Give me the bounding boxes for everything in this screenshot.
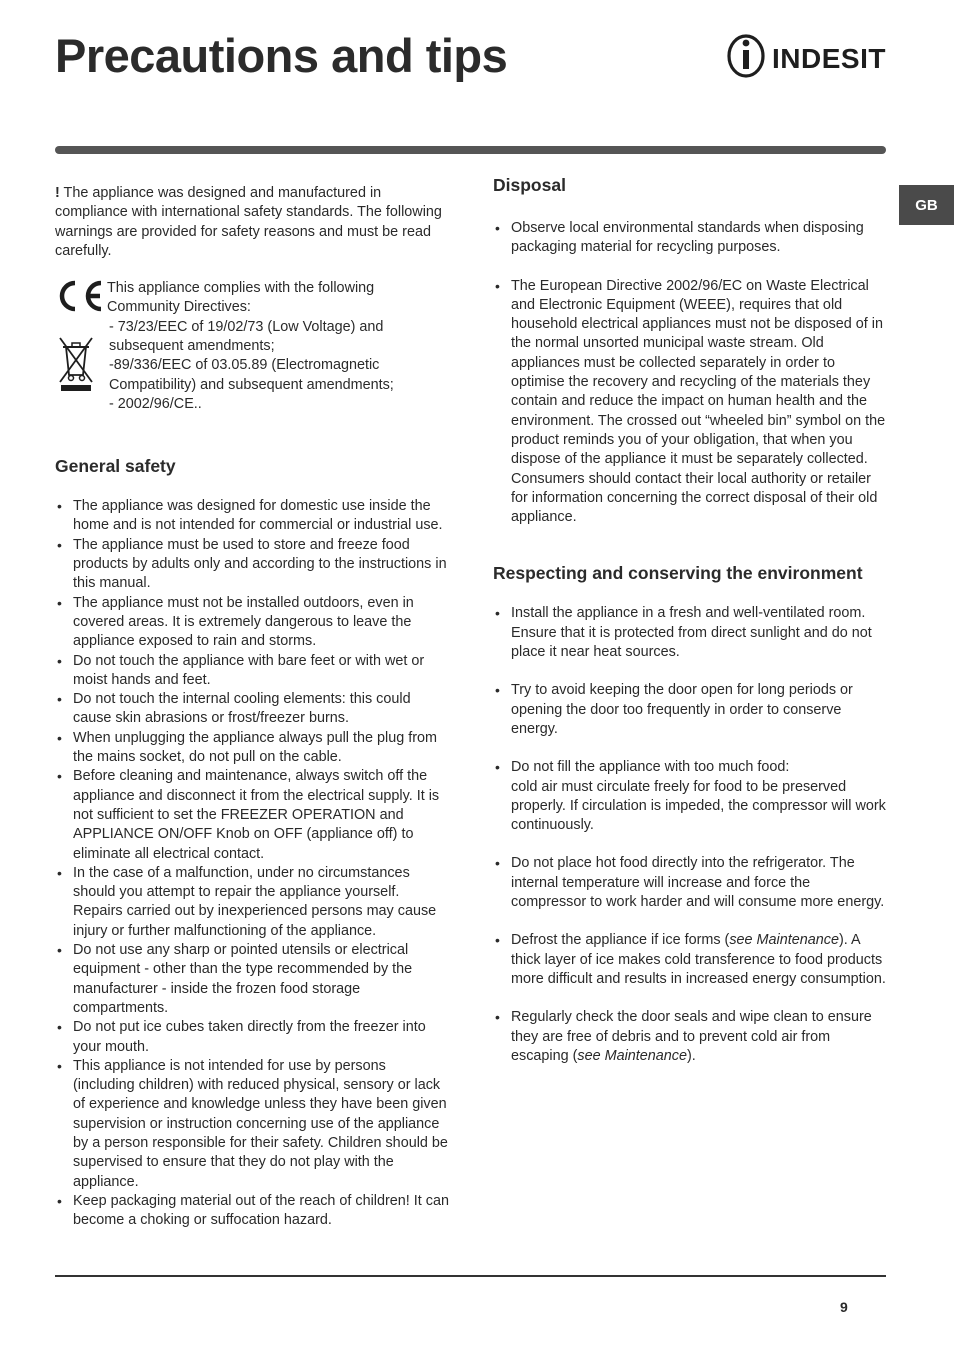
list-item: • Install the appliance in a fresh and well-ventilated room. Ensure that it is protected from direct sunlight and do not place it near heat sources. [493,604,888,662]
disposal-contact-text: Consumers should contact their local authority or retailer for information concerning the correct disposal of their old appliance. [511,470,878,526]
list-item [493,931,888,989]
list-item: • Do not use any sharp or pointed utensils or electrical equipment - other than the type recommended by the manufacturer - inside the frozen food storage compartments. [55,941,450,1018]
list-item: • Do not touch the internal cooling elements: this could cause skin abrasions or frost/freezer burns. [55,690,450,729]
disposal-heading: Disposal [493,175,566,195]
svg-text:INDESIT: INDESIT [772,43,886,74]
seals-text: Regularly check the door seals and wipe clean to ensure they are free of debris and to prevent cold air from escaping ( [511,1009,872,1064]
list-item: • This appliance is not intended for use by persons (including children) with reduced physical, sensory or lack of experience and knowledge unless they have been given supervision or instruction concerning use of the appliance by a person responsible for their safety. Children should be supervised to ensure that they do not play with the appliance. [55,1057,450,1192]
fill-warning: Do not fill the appliance with too much food: [511,759,790,776]
crossed-out-bin-icon [57,335,95,391]
list-item: • Before cleaning and maintenance, always switch off the appliance and disconnect it from the electrical supply. It is not sufficient to set the FREEZER OPERATION and APPLIANCE ON/OFF Knob on OFF (appliance off) to eliminate all electrical contact. [55,767,450,863]
list-item: • Do not touch the appliance with bare feet or with wet or moist hands and feet. [55,652,450,691]
see-maintenance-reference: see Maintenance [577,1047,688,1064]
list-item: • Do not put ice cubes taken directly from the freezer into your mouth. [55,1018,450,1057]
directives-block [55,279,450,419]
footer-rule [55,1275,886,1277]
see-maintenance-reference: see Maintenance [729,932,839,949]
page-number: 9 [840,1299,848,1315]
general-safety-heading: General safety [55,456,176,477]
list-item [493,1008,888,1066]
indesit-logo-icon [726,33,886,79]
environment-list [493,604,888,1066]
list-item: • The appliance was designed for domestic use inside the home and is not intended for commercial or industrial use. [55,497,450,536]
defrost-text: Defrost the appliance if ice forms ( [511,932,730,949]
ce-mark-icon [55,279,105,313]
language-tab-gb: GB [899,185,954,225]
seals-text-end: ). [687,1047,696,1064]
defrost-text-end: ). A thick layer of ice makes cold transference to food products more difficult and results in increased energy consumption. [511,932,886,987]
header-rule [55,146,886,154]
directive-line: -89/336/EEC of 03.05.89 (Electromagnetic Compatibility) and subsequent amendments; [109,357,394,393]
directive-line: - 73/23/EEC of 19/02/73 (Low Voltage) and subsequent amendments; [109,318,384,355]
intro-text: The appliance was designed and manufactured in compliance with international safety standards. The following warnings are provided for safety reasons and must be read carefully. [55,185,442,259]
page-title: Precautions and tips [55,29,508,82]
list-item: • The appliance must not be installed outdoors, even in covered areas. It is extremely dangerous to leave the appliance exposed to rain and storms. [55,594,450,652]
disposal-list [493,219,888,527]
list-item [493,758,888,835]
warning-mark: ! [55,185,60,201]
list-item [493,277,888,528]
list-item: • Keep packaging material out of the reach of children! It can become a choking or suffocation hazard. [55,1192,450,1231]
general-safety-list [55,497,450,1230]
list-item: • When unplugging the appliance always pull the plug from the mains socket, do not pull on the cable. [55,729,450,768]
weee-text: The European Directive 2002/96/EC on Waste Electrical and Electronic Equipment (WEEE), requires that old household electrical appliances must not be disposed of in the normal unsorted municipal waste stream. Old appliances must be collected separately in order to optimise the recovery and recycling of the materials they contain and reduce the impact on human health and the environment. The crossed out “wheeled bin” symbol on the product reminds you of your obligation, that when you dispose of the appliance it must be separately collected. [511,277,886,468]
directive-line: This appliance complies with the following Community Directives: [107,280,375,316]
environment-heading: Respecting and conserving the environment [493,563,863,584]
directive-line: - 2002/96/CE.. [109,395,202,412]
list-item: • The appliance must be used to store and freeze food products by adults only and according to the instructions in this manual. [55,536,450,594]
left-column [55,184,450,1230]
fill-detail: cold air must circulate freely for food to be preserved properly. If circulation is impeded, the compressor will work continuously. [511,778,886,834]
list-item: • Try to avoid keeping the door open for long periods or opening the door too frequently in order to conserve energy. [493,681,888,739]
intro-paragraph [55,184,450,261]
right-column [493,176,888,1085]
list-item: • Observe local environmental standards when disposing packaging material for recycling purposes. [493,219,888,258]
list-item: • In the case of a malfunction, under no circumstances should you attempt to repair the appliance yourself. Repairs carried out by inexperienced persons may cause injury or further malfunctioning of the appliance. [55,864,450,941]
list-item: • Do not place hot food directly into the refrigerator. The internal temperature will increase and force the compressor to work harder and will consume more energy. [493,854,888,912]
